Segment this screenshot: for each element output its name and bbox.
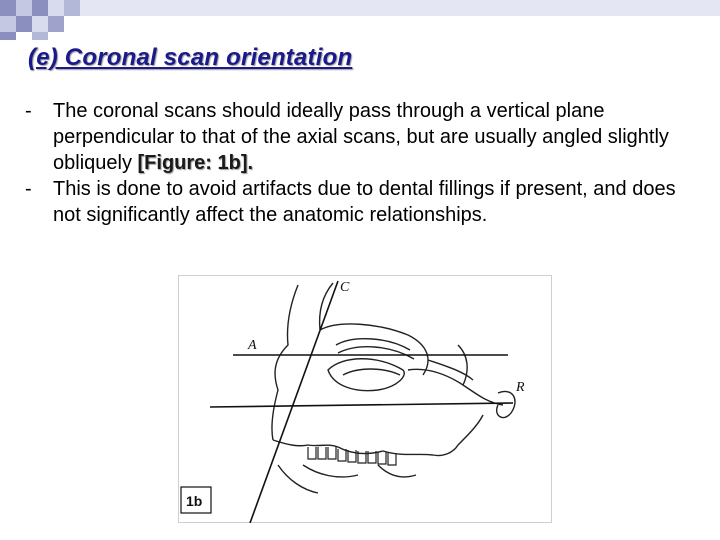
axial-line-label: A <box>248 338 257 353</box>
bullet-item <box>25 176 685 228</box>
bullet-text: This is done to avoid artifacts due to dental fillings if present, and does not significantly affect the anatomic relationships. <box>53 178 676 226</box>
panel-label: 1b <box>186 493 203 509</box>
coronal-line-label: C <box>340 280 350 295</box>
coronal-scan-figure <box>178 275 552 523</box>
bullet-marker: - <box>25 100 32 122</box>
bullet-item <box>25 98 685 176</box>
bullet-text: The coronal scans should ideally pass through a vertical plane perpendicular to that of the axial scans, but are usually angled slightly obliquely <box>53 100 669 174</box>
slide-title: (e) Coronal scan orientation <box>28 44 353 71</box>
bullet-marker: - <box>25 178 32 200</box>
checkered-header-decoration <box>0 0 720 40</box>
bullet-list <box>25 98 685 228</box>
reference-line-label: R <box>516 380 525 395</box>
figure-reference: [Figure: 1b]. <box>137 152 254 174</box>
checker-squares <box>0 0 720 40</box>
